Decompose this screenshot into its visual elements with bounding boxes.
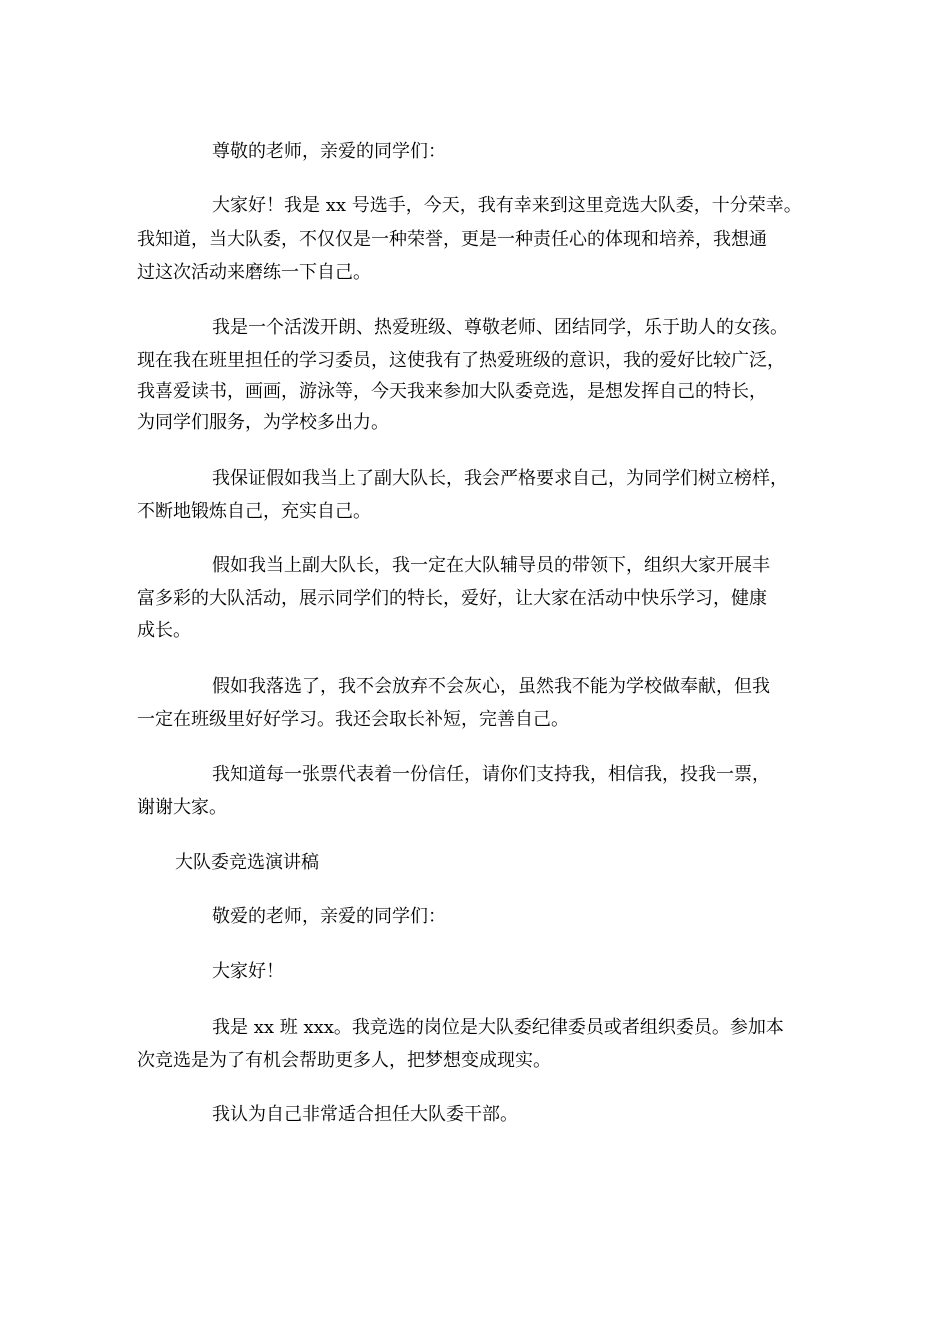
paragraph-line: 假如我落选了，我不会放弃不会灰心，虽然我不能为学校做奉献，但我: [212, 676, 770, 697]
paragraph-line: 一定在班级里好好学习。我还会取长补短，完善自己。: [137, 709, 569, 730]
paragraph-line: 我喜爱读书，画画，游泳等，今天我来参加大队委竞选，是想发挥自己的特长，: [137, 381, 767, 402]
paragraph-line: 我是 xx 班 xxx。我竞选的岗位是大队委纪律委员或者组织委员。参加本: [212, 1017, 784, 1038]
paragraph-line: 我知道，当大队委，不仅仅是一种荣誉，更是一种责任心的体现和培养，我想通: [137, 229, 767, 250]
paragraph-line: 我是一个活泼开朗、热爱班级、尊敬老师、团结同学，乐于助人的女孩。: [212, 317, 788, 338]
paragraph-line: 我保证假如我当上了副大队长，我会严格要求自己，为同学们树立榜样，: [212, 468, 788, 489]
paragraph-line: 大家好！我是 xx 号选手，今天，我有幸来到这里竞选大队委，十分荣幸。: [212, 195, 802, 216]
paragraph-line: 为同学们服务，为学校多出力。: [137, 412, 389, 433]
paragraph-line: 我认为自己非常适合担任大队委干部。: [212, 1104, 518, 1125]
paragraph-line: 过这次活动来磨练一下自己。: [137, 262, 371, 283]
paragraph-line: 富多彩的大队活动，展示同学们的特长，爱好，让大家在活动中快乐学习，健康: [137, 588, 767, 609]
salutation-1: 尊敬的老师，亲爱的同学们：: [212, 141, 446, 162]
paragraph-line: 谢谢大家。: [137, 797, 227, 818]
paragraph-line: 次竞选是为了有机会帮助更多人，把梦想变成现实。: [137, 1050, 551, 1071]
paragraph-line: 假如我当上副大队长，我一定在大队辅导员的带领下，组织大家开展丰: [212, 555, 770, 576]
paragraph-line: 不断地锻炼自己，充实自己。: [137, 501, 371, 522]
salutation-2: 敬爱的老师，亲爱的同学们：: [212, 906, 446, 927]
speech-title: 大队委竞选演讲稿: [175, 852, 319, 873]
greeting: 大家好！: [212, 961, 284, 982]
paragraph-line: 我知道每一张票代表着一份信任，请你们支持我，相信我，投我一票，: [212, 764, 770, 785]
paragraph-line: 现在我在班里担任的学习委员，这使我有了热爱班级的意识，我的爱好比较广泛，: [137, 350, 785, 371]
paragraph-line: 成长。: [137, 620, 191, 641]
